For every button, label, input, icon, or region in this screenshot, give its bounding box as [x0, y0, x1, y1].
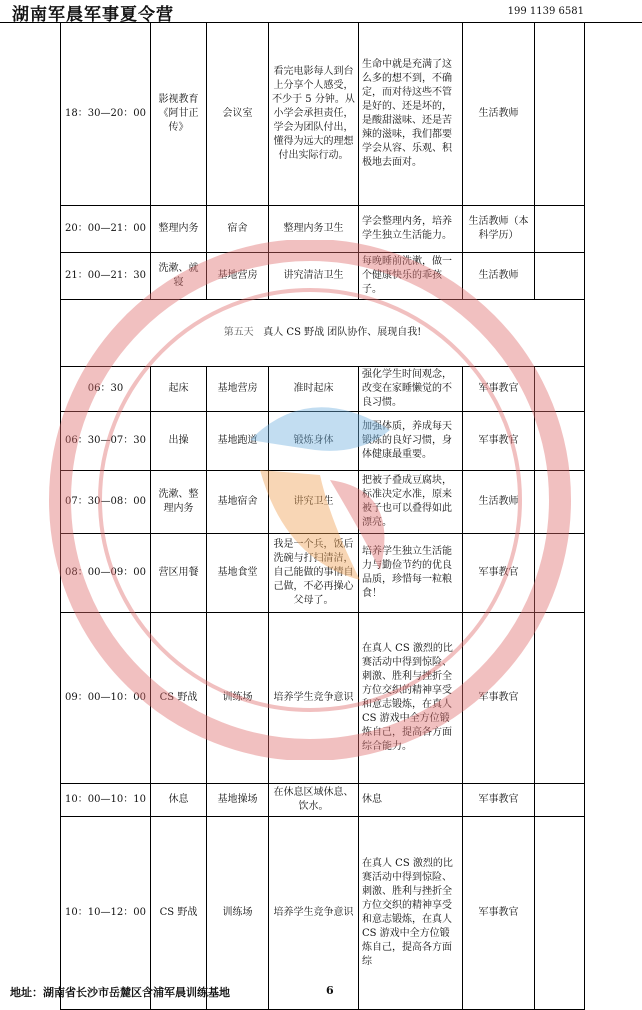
- activity-cell: 洗漱、就寝: [151, 253, 207, 300]
- activity-cell: 营区用餐: [151, 534, 207, 613]
- goal-cell: 生命中就是充满了这么多的想不到，不确定，而对待这些不管是好的、还是坏的，是酸甜滋味、还是苦辣的滋味，我们都要学会从容、乐观、积极地去面对。: [359, 23, 463, 206]
- schedule-table: [60, 22, 585, 1010]
- content-cell: 讲究卫生: [269, 471, 359, 534]
- empty-cell: [535, 817, 585, 1010]
- location-cell: 基地跑道: [207, 412, 269, 471]
- empty-cell: [535, 206, 585, 253]
- goal-cell: 培养学生独立生活能力与勤俭节约的优良品质，珍惜每一粒粮食！: [359, 534, 463, 613]
- content-cell: 看完电影每人到台上分享个人感受，不少于 5 分钟。从小学会承担责任，学会为团队付出，懂得为远大的理想付出实际行动。: [269, 23, 359, 206]
- activity-cell: CS 野战: [151, 613, 207, 784]
- time-cell: 06：30—07：30: [61, 412, 151, 471]
- teacher-cell: 生活教师: [463, 23, 535, 206]
- time-cell: 21：00—21：30: [61, 253, 151, 300]
- activity-cell: 整理内务: [151, 206, 207, 253]
- location-cell: 基地宿舍: [207, 471, 269, 534]
- activity-cell: 洗漱、整理内务: [151, 471, 207, 534]
- page-number: 6: [326, 984, 334, 997]
- time-cell: 10：10—12：00: [61, 817, 151, 1010]
- empty-cell: [535, 784, 585, 817]
- activity-cell: 休息: [151, 784, 207, 817]
- goal-cell: 学会整理内务，培养学生独立生活能力。: [359, 206, 463, 253]
- content-cell: 准时起床: [269, 367, 359, 412]
- empty-cell: [535, 613, 585, 784]
- location-cell: 基地营房: [207, 253, 269, 300]
- content-cell: 整理内务卫生: [269, 206, 359, 253]
- goal-cell: 加强体质，养成每天锻炼的良好习惯，身体健康最重要。: [359, 412, 463, 471]
- goal-cell: 在真人 CS 激烈的比赛活动中得到惊险、刺激、胜利与挫折全方位交织的精神享受和意志锻炼，在真人 CS 游戏中全方位锻炼自己，提高各方面综合能力。: [359, 613, 463, 784]
- content-cell: 我是一个兵，饭后洗碗与打扫清洁，自己能做的事情自己做，不必再操心父母了。: [269, 534, 359, 613]
- teacher-cell: 军事教官: [463, 367, 535, 412]
- footer-address: 地址：湖南省长沙市岳麓区含浦军晨训练基地: [10, 986, 230, 999]
- empty-cell: [535, 412, 585, 471]
- table-row: [61, 613, 585, 784]
- table-row: [61, 23, 585, 206]
- time-cell: 09：00—10：00: [61, 613, 151, 784]
- day-banner-row: [61, 300, 585, 367]
- table-row: [61, 367, 585, 412]
- day-label: 第五天: [223, 327, 254, 338]
- teacher-cell: 军事教官: [463, 412, 535, 471]
- day-theme: 真人 CS 野战 团队协作、展现自我!: [263, 327, 422, 338]
- goal-cell: 每晚睡前洗漱，做一个健康快乐的乖孩子。: [359, 253, 463, 300]
- content-cell: 培养学生竞争意识: [269, 613, 359, 784]
- teacher-cell: 生活教师（本科学历）: [463, 206, 535, 253]
- content-cell: 培养学生竞争意识: [269, 817, 359, 1010]
- table-row: [61, 471, 585, 534]
- header-title: 湖南军晨军事夏令营: [12, 5, 174, 25]
- teacher-cell: 军事教官: [463, 534, 535, 613]
- empty-cell: [535, 253, 585, 300]
- location-cell: 基地营房: [207, 367, 269, 412]
- location-cell: 训练场: [207, 817, 269, 1010]
- content-cell: 锻炼身体: [269, 412, 359, 471]
- activity-cell: CS 野战: [151, 817, 207, 1010]
- table-row: [61, 817, 585, 1010]
- location-cell: 会议室: [207, 23, 269, 206]
- content-cell: 在休息区域休息、饮水。: [269, 784, 359, 817]
- time-cell: 20：00—21：00: [61, 206, 151, 253]
- teacher-cell: 军事教官: [463, 817, 535, 1010]
- time-cell: 06：30: [61, 367, 151, 412]
- header-phone: 199 1139 6581: [507, 6, 584, 17]
- teacher-cell: 军事教官: [463, 784, 535, 817]
- location-cell: 基地操场: [207, 784, 269, 817]
- page-header: [0, 0, 642, 23]
- goal-cell: 休息: [359, 784, 463, 817]
- activity-cell: 影视教育《阿甘正传》: [151, 23, 207, 206]
- content-cell: 讲究清洁卫生: [269, 253, 359, 300]
- time-cell: 18：30—20：00: [61, 23, 151, 206]
- table-row: [61, 412, 585, 471]
- location-cell: 训练场: [207, 613, 269, 784]
- empty-cell: [535, 367, 585, 412]
- table-row: [61, 206, 585, 253]
- empty-cell: [535, 534, 585, 613]
- empty-cell: [535, 471, 585, 534]
- goal-cell: 强化学生时间观念，改变在家睡懒觉的不良习惯。: [359, 367, 463, 412]
- goal-cell: 在真人 CS 激烈的比赛活动中得到惊险、刺激、胜利与挫折全方位交织的精神享受和意志锻炼，在真人 CS 游戏中全方位锻炼自己，提高各方面综: [359, 817, 463, 1010]
- table-row: [61, 253, 585, 300]
- time-cell: 10：00—10：10: [61, 784, 151, 817]
- time-cell: 07：30—08：00: [61, 471, 151, 534]
- location-cell: 宿舍: [207, 206, 269, 253]
- teacher-cell: 生活教师: [463, 253, 535, 300]
- teacher-cell: 军事教官: [463, 613, 535, 784]
- activity-cell: 出操: [151, 412, 207, 471]
- time-cell: 08：00—09：00: [61, 534, 151, 613]
- empty-cell: [535, 23, 585, 206]
- table-row: [61, 784, 585, 817]
- location-cell: 基地食堂: [207, 534, 269, 613]
- activity-cell: 起床: [151, 367, 207, 412]
- teacher-cell: 生活教师: [463, 471, 535, 534]
- goal-cell: 把被子叠成豆腐块，标准决定水准，原来被子也可以叠得如此漂亮。: [359, 471, 463, 534]
- table-row: [61, 534, 585, 613]
